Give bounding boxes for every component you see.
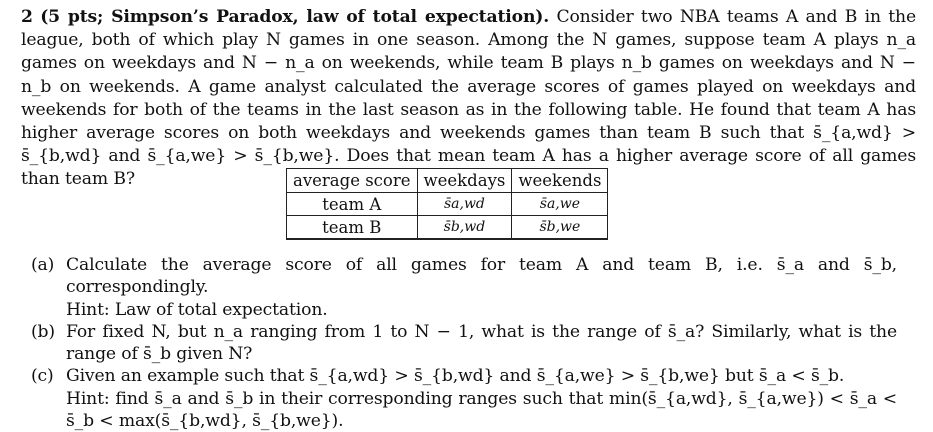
table-header-cell: average score: [287, 169, 418, 193]
row-label: team A: [287, 193, 418, 216]
part-hint: Hint: Law of total expectation.: [66, 299, 328, 320]
problem-parts: [31, 254, 897, 432]
part-text: Calculate the average score of all games for team A and team B, i.e. s̄_a and s̄_b, correspondingly.: [66, 255, 897, 298]
part-hint: Hint: find s̄_a and s̄_b in their corresponding ranges such that min(s̄_{a,wd}, s̄_{a,we}) < s̄_a < s̄_b < max(s̄_{b,wd}, s̄_{b,we}).: [66, 388, 897, 432]
table-row: [287, 216, 608, 240]
row-label: team B: [287, 216, 418, 240]
part-a: [31, 254, 897, 321]
problem-intro-text: Consider two NBA teams A and B in the league, both of which play N games in one season. Among the N games, suppose team A plays n_a games on weekdays and N − n_a on weekends, while team B plays n_b games on weekdays and N − n_b on weekends. A game analyst calculated the average scores of games played on weekdays and weekends for both of the teams in the last season as in the following table. He found that team A has higher average scores on both weekdays and weekends games than team B such that s̄_{a,wd} > s̄_{b,wd} and s̄_{a,we} > s̄_{b,we}. Does that mean team A has a higher average score of all games than team B?: [21, 7, 916, 190]
table-cell: s̄a,we: [512, 193, 608, 216]
part-label: (b): [31, 321, 55, 342]
table-header-cell: weekdays: [417, 169, 512, 193]
part-text: Given an example such that s̄_{a,wd} > s̄_{b,wd} and s̄_{a,we} > s̄_{b,we} but s̄_a < s̄_b.: [66, 366, 845, 387]
part-text: For fixed N, but n_a ranging from 1 to N − 1, what is the range of s̄_a? Similarly, what is the range of s̄_b given N?: [66, 321, 897, 365]
score-table-wrap: [286, 168, 608, 240]
part-b: [31, 321, 897, 366]
part-c: [31, 365, 897, 432]
part-label: (a): [31, 255, 55, 275]
problem-intro: [21, 6, 916, 192]
table-cell: s̄b,wd: [417, 216, 512, 240]
table-cell: s̄a,wd: [417, 193, 512, 216]
table-header-cell: weekends: [512, 169, 608, 193]
problem-container: [21, 6, 916, 192]
table-cell: s̄b,we: [512, 216, 608, 240]
part-label: (c): [31, 366, 54, 387]
score-table: [286, 168, 608, 240]
problem-number: 2: [21, 7, 33, 27]
problem-header: (5 pts; Simpson’s Paradox, law of total expectation).: [40, 7, 550, 27]
table-header-row: [287, 169, 608, 193]
table-row: [287, 193, 608, 216]
